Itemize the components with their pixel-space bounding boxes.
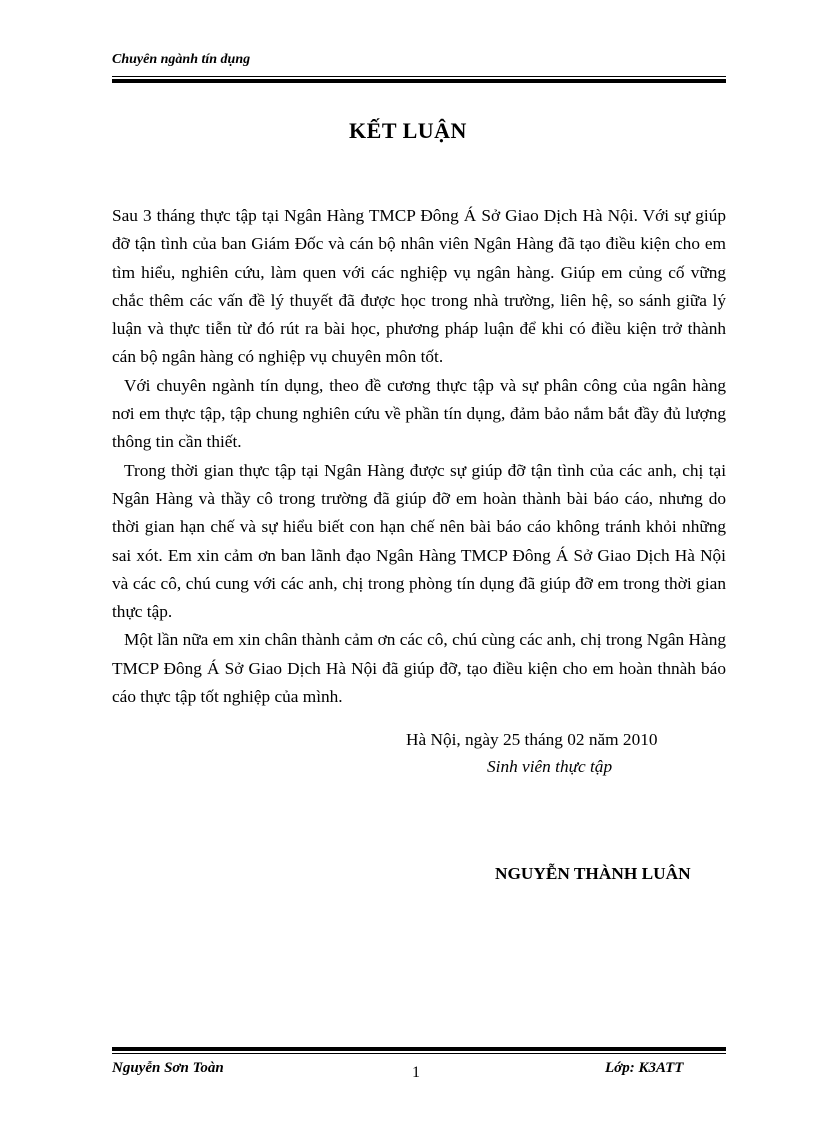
- footer-rule-thick: [112, 1047, 726, 1051]
- date-line: Hà Nội, ngày 25 tháng 02 năm 2010: [406, 730, 658, 749]
- header-rule-thick: [112, 79, 726, 83]
- footer-rule-thin: [112, 1053, 726, 1054]
- footer-author: Nguyễn Sơn Toàn: [112, 1060, 224, 1076]
- paragraph-2: Với chuyên ngành tín dụng, theo đề cương thực tập và sự phân công của ngân hàng nơi em thực tập, tập chung nghiên cứu về phần tín dụng, đảm bảo nắm bắt đầy đủ lượng thông tin cần thiết.: [112, 375, 726, 452]
- page-title: KẾT LUẬN: [349, 118, 467, 143]
- paragraph-4: Một lần nữa em xin chân thành cảm ơn các cô, chú cùng các anh, chị trong Ngân Hàng TMCP Đông Á Sở Giao Dịch Hà Nội đã giúp đỡ, tạo điều kiện cho em hoàn thnàh báo cáo thực tập tốt nghiệp của mình.: [112, 630, 726, 707]
- paragraph-3: Trong thời gian thực tập tại Ngân Hàng được sự giúp đỡ tận tình của các anh, chị tại Ngân Hàng và thầy cô trong trường đã giúp đỡ em hoàn thành bài báo cáo, nhưng do thời gian hạn chế và sự hiểu biết con hạn chế nên bài báo cáo không tránh khỏi những sai xót. Em xin cảm ơn ban lãnh đạo Ngân Hàng TMCP Đông Á Sở Giao Dịch Hà Nội và các cô, chú cung với các anh, chị trong phòng tín dụng đã giúp đỡ em trong thời gian thực tập.: [112, 460, 726, 622]
- header-rule-thin: [112, 76, 726, 77]
- paragraph-1: Sau 3 tháng thực tập tại Ngân Hàng TMCP Đông Á Sở Giao Dịch Hà Nội. Với sự giúp đỡ tận tình của ban Giám Đốc và cán bộ nhân viên Ngân Hàng đã tạo điều kiện cho em tìm hiểu, nghiên cứu, làm quen với các nghiệp vụ ngân hàng. Giúp em củng cố vững chắc thêm các vấn đề lý thuyết đã được học trong nhà trường, liên hệ, so sánh giữa lý luận và thực tiễn từ đó rút ra bài học, phương pháp luận để khi có điều kiện trở thành cán bộ ngân hàng có nghiệp vụ chuyên môn tốt.: [112, 206, 726, 367]
- header-title: Chuyên ngành tín dụng: [112, 52, 251, 67]
- body-text: [112, 202, 726, 711]
- footer-class: Lớp: K3ATT: [605, 1060, 684, 1076]
- signer-name: NGUYỄN THÀNH LUÂN: [495, 864, 691, 883]
- page-number: 1: [412, 1064, 420, 1081]
- signer-role: Sinh viên thực tập: [487, 757, 613, 776]
